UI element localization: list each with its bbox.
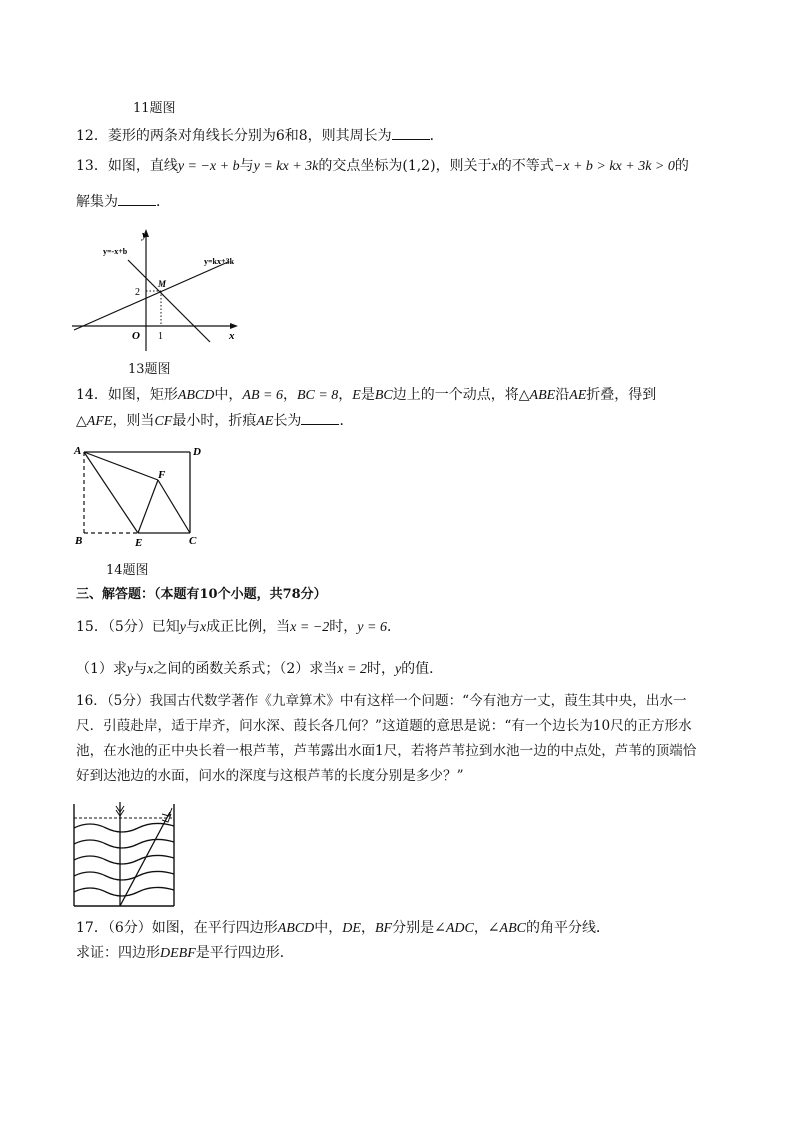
q13-eq2: y = kx + 3k [253, 159, 319, 174]
label-B: B [75, 535, 83, 547]
q17-bf: BF [374, 921, 393, 936]
x-axis-arrow [230, 323, 238, 329]
q14-sep2: ， [338, 387, 353, 403]
q13-mid2: 的交点坐标为 [318, 158, 403, 174]
label-origin: O [132, 330, 140, 342]
q17-line2a: 求证：四边形 [76, 945, 160, 961]
question-16-line3: 池，在水池的正中央长着一根芦苇，芦苇露出水面1尺，若将芦苇拉到水池一边的中点处，芦苇的顶端恰 [76, 743, 697, 759]
q14-bc-side: BC [374, 388, 393, 403]
q14-ab: AB = 6 [242, 388, 283, 403]
question-15 [76, 617, 401, 638]
q13-point: (1,2) [402, 158, 436, 174]
q15-sub2: x = 2 [337, 662, 367, 677]
q14-abe: ABE [529, 388, 556, 403]
wave-5 [74, 887, 174, 896]
q15-part1: 15．（5分）已知 [76, 619, 180, 635]
q17-abc: ABC [499, 921, 526, 936]
wave-4 [74, 871, 174, 880]
q15-sub1x: x [147, 662, 154, 677]
wave-3 [74, 855, 174, 864]
q14-ae: AE [569, 388, 587, 403]
question-14-line2 [76, 411, 353, 432]
q15-mid3: 时， [329, 619, 358, 635]
figure-13-graph [70, 226, 250, 356]
q17-end: 的角平分线． [526, 920, 610, 936]
q14-rect: ABCD [177, 388, 215, 403]
q13-end1: 的 [674, 158, 689, 174]
q15-x: x [199, 620, 207, 635]
q15-cond2: y = 6 [357, 620, 387, 635]
q14-line2c: 最小时，折痕 [172, 413, 257, 429]
figure-14-rectangle [70, 440, 210, 550]
q15-sub2c: 的值． [401, 661, 444, 677]
q15-cond1: x = −2 [290, 620, 330, 635]
label-m: M [158, 279, 167, 289]
label-line1: y=-x+b [103, 247, 128, 256]
q15-sub1y: y [126, 662, 134, 677]
q12-end: ． [429, 128, 444, 144]
reed-slanted [120, 812, 170, 906]
q14-line2a: △ [76, 413, 87, 429]
q15-sub1b: 与 [133, 661, 148, 677]
q17-adc: ADC [445, 921, 474, 936]
question-12 [76, 126, 444, 146]
q14-line2d: 长为 [273, 413, 302, 429]
label-y: y [142, 229, 147, 241]
q13-x: x [491, 159, 498, 174]
q13-part1: 13．如图，直线 [76, 158, 178, 174]
label-C: C [189, 535, 197, 547]
q13-answer-blank[interactable] [118, 193, 156, 206]
wave-2 [74, 839, 174, 848]
q13-inequality: −x + b > kx + 3k > 0 [553, 159, 675, 174]
label-E: E [135, 537, 143, 549]
q14-end: ． [339, 413, 354, 429]
q17-debf: DEBF [160, 946, 196, 961]
section-3-heading: 三、解答题：（本题有10个小题，共78分） [76, 587, 327, 602]
label-D: D [193, 446, 201, 458]
figure-16-pool [70, 798, 180, 910]
question-17 [76, 918, 610, 939]
q13-line2-text: 解集为 [76, 194, 118, 210]
label-F: F [158, 469, 166, 481]
wave-1 [74, 823, 174, 832]
q13-end2: ． [156, 194, 170, 210]
question-15-subparts [76, 659, 443, 680]
segment-ae [84, 452, 138, 533]
q12-answer-blank[interactable] [392, 127, 430, 140]
q17-sep: ， [360, 920, 375, 936]
caption-fig11: 11题图 [133, 101, 176, 116]
q14-answer-blank[interactable] [301, 412, 339, 425]
q14-mid3: 边上的一个动点，将△ [392, 387, 530, 403]
label-x: x [229, 330, 235, 342]
label-one: 1 [158, 331, 163, 342]
q17-de: DE [342, 921, 361, 936]
line-kx-3k [74, 262, 228, 330]
q17-mid2: 分别是∠ [392, 920, 446, 936]
q13-mid4: 的不等式 [497, 158, 554, 174]
q15-end: ． [386, 619, 401, 635]
q17-mid1: 中， [314, 920, 343, 936]
q14-sep1: ， [282, 387, 297, 403]
q15-sub1c: 之间的函数关系式；（2）求当 [153, 661, 338, 677]
label-line2: y=kx+3k [204, 257, 235, 266]
q13-mid1: 与 [239, 158, 254, 174]
q14-afe: AFE [86, 414, 113, 429]
q15-sub2b: 时， [366, 661, 395, 677]
q17-abcd: ABCD [277, 921, 315, 936]
q13-eq1: y = −x + b [177, 159, 240, 174]
question-13 [76, 156, 689, 177]
caption-fig13: 13题图 [128, 362, 171, 377]
q15-mid1: 与 [185, 619, 200, 635]
question-16-line1: 16．（5分）我国古代数学著作《九章算术》中有这样一个问题：“今有池方一丈，葭生其中央，出水一 [76, 693, 687, 709]
q14-line2b: ，则当 [112, 413, 155, 429]
q14-cf: CF [154, 414, 173, 429]
q17-part1: 17．（6分）如图，在平行四边形 [76, 920, 278, 936]
question-14 [76, 385, 656, 406]
question-16-line4: 好到达池边的水面，问水的深度与这根芦苇的长度分别是多少？” [76, 768, 464, 784]
segment-fc [158, 480, 190, 533]
q14-part1: 14．如图，矩形 [76, 387, 178, 403]
question-13-line2 [76, 192, 170, 212]
q14-e: E [352, 388, 361, 403]
q14-mid5: 折叠，得到 [586, 387, 657, 403]
q13-mid3: ，则关于 [435, 158, 492, 174]
q15-sub1a: （1）求 [76, 661, 127, 677]
q15-sub2y: y [394, 662, 402, 677]
q14-ae2: AE [256, 414, 274, 429]
question-17-line2 [76, 943, 294, 964]
q17-line2b: 是平行四边形． [195, 945, 294, 961]
segment-af [84, 452, 158, 480]
q15-mid2: 成正比例，当 [206, 619, 291, 635]
q15-y: y [179, 620, 186, 635]
question-16-line2: 尺．引葭赴岸，适于岸齐，问水深、葭长各几何？”这道题的意思是说：“有一个边长为10尺的正方形水 [76, 718, 692, 734]
q14-mid1: 中， [214, 387, 243, 403]
reed-slanted-tip [162, 808, 172, 822]
q14-mid4: 沿 [555, 387, 570, 403]
segment-fe [138, 480, 158, 533]
q14-bc: BC = 8 [296, 388, 339, 403]
label-two: 2 [135, 287, 140, 298]
q14-mid2: 是 [360, 387, 375, 403]
q17-mid3: ，∠ [473, 920, 500, 936]
label-A: A [74, 445, 82, 457]
q12-text: 12．菱形的两条对角线长分别为6和8，则其周长为 [76, 128, 392, 144]
caption-fig14: 14题图 [106, 563, 149, 578]
